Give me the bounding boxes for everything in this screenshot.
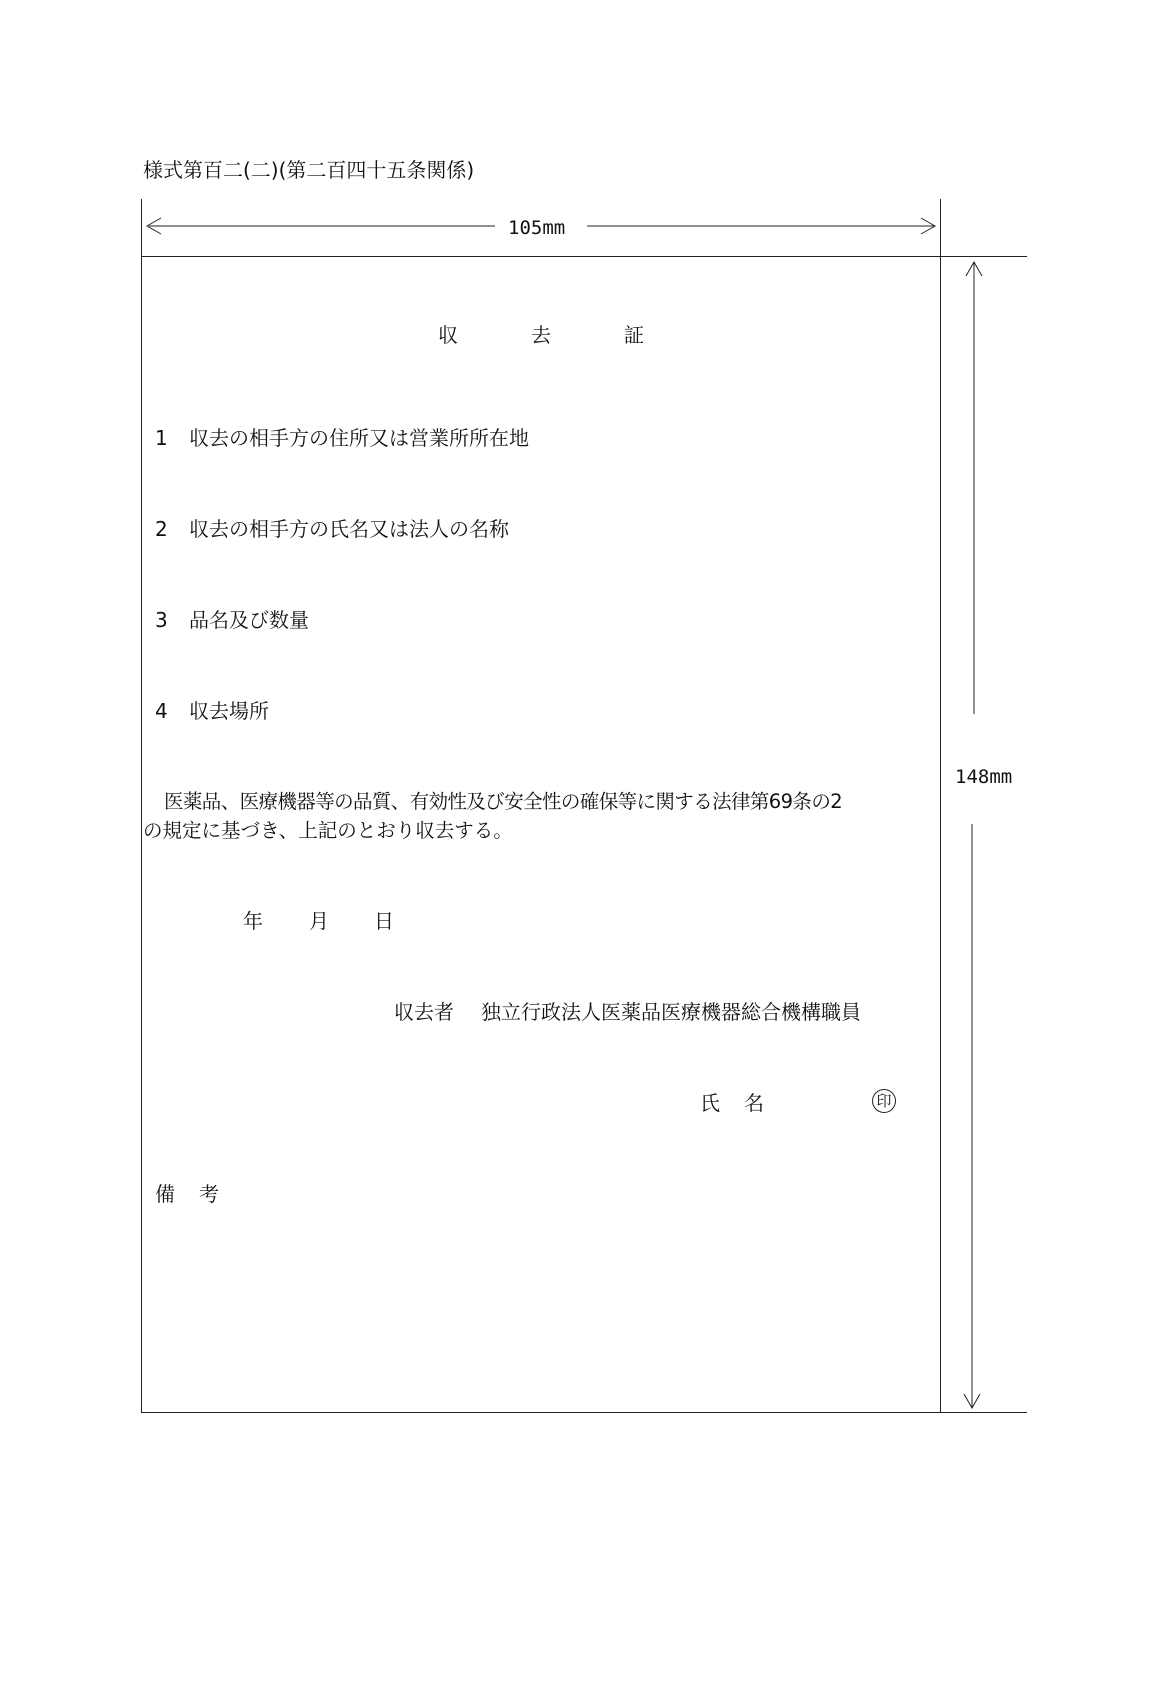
name-label-char-1: 氏 — [700, 1091, 720, 1115]
item-1-number: 1 — [155, 426, 168, 450]
title-char-3: 証 — [624, 323, 644, 347]
item-1-text: 収去の相手方の住所又は営業所所在地 — [189, 426, 529, 450]
item-3-text: 品名及び数量 — [189, 608, 309, 632]
frame-left-border — [141, 199, 142, 1413]
statement-line-1: 医薬品、医療機器等の品質、有効性及び安全性の確保等に関する法律第69条の2 — [164, 790, 843, 813]
form-id: 様式第百二(二)(第二百四十五条関係) — [143, 158, 475, 182]
title-char-1: 収 — [438, 323, 458, 347]
item-3-number: 3 — [155, 608, 168, 632]
frame-bottom-border — [141, 1412, 1027, 1413]
height-label: 148mm — [955, 766, 1013, 788]
collector-label: 収去者 — [394, 1000, 454, 1024]
item-4-number: 4 — [155, 699, 168, 723]
item-4-text: 収去場所 — [189, 699, 269, 723]
remarks-char-2: 考 — [199, 1182, 219, 1206]
item-2-text: 収去の相手方の氏名又は法人の名称 — [189, 517, 509, 541]
statement-line-2: の規定に基づき、上記のとおり収去する。 — [143, 819, 513, 842]
remarks-char-1: 備 — [155, 1182, 175, 1206]
item-2-number: 2 — [155, 517, 168, 541]
frame-right-border — [940, 199, 941, 1413]
date-day: 日 — [374, 909, 394, 933]
name-label-char-2: 名 — [744, 1091, 764, 1115]
seal-mark: 印 — [872, 1089, 896, 1113]
height-dimension-arrow — [960, 258, 990, 1412]
width-label: 105mm — [508, 217, 566, 239]
frame-top-border — [141, 256, 1027, 257]
date-month: 月 — [309, 909, 329, 933]
collector-organization: 独立行政法人医薬品医療機器総合機構職員 — [481, 1000, 861, 1024]
title-char-2: 去 — [531, 323, 551, 347]
date-year: 年 — [243, 909, 263, 933]
